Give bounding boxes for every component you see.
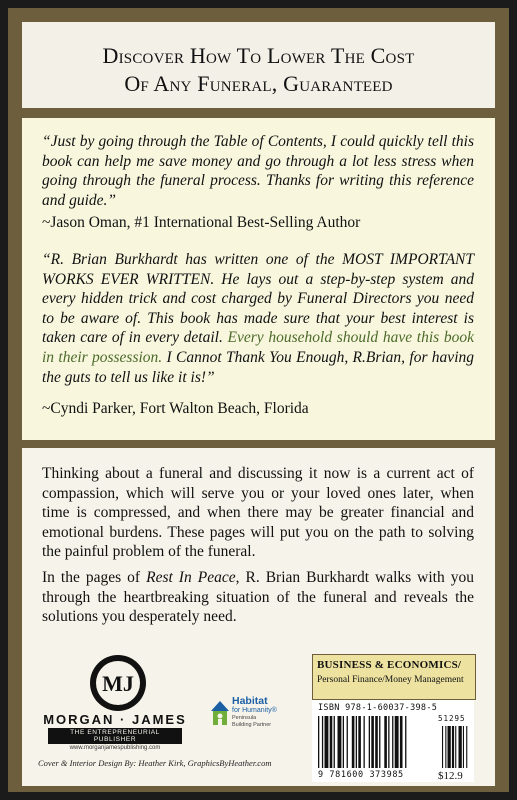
testimonial-attribution-1: ~Jason Oman, #1 International Best-Selling Author: [42, 214, 361, 231]
quote-2-part-1: “R. Brian Burkhardt has written one of the MOST IMPORTANT WORKS EVER WRITTEN. He lays out a step-by-step system and every hidden trick and cost charged by Funeral Directors you need to be aware of. This book has made sure that your best interest is taken care of in every detail.: [42, 251, 474, 347]
monogram-text: MJ: [102, 671, 134, 696]
isbn-label: ISBN 978-1-60037-398-5: [318, 703, 438, 713]
description-paragraph-1: Thinking about a funeral and discussing it now is a current act of compassion, which will serve you or your loved ones later, when time is compressed, and when there may be greater financial and emotional burdens. These pages will put you on the path to solving the painful problem of the funeral.: [42, 465, 474, 561]
quote-2-part-2: I Cannot Thank You Enough, R.Brian, for having the guts to tell us like it is!”: [42, 348, 474, 386]
category-box: [312, 654, 476, 700]
paragraph-2-end: , R. Brian Burkhardt walks with you through the heartbreaking situation of the funeral and reveals the solutions you desperately need.: [42, 569, 474, 626]
barcode-digits: 9 781600 373985: [318, 770, 404, 780]
publisher-url: www.morganjamespublishing.com: [69, 745, 161, 751]
category-main: BUSINESS & ECONOMICS/: [317, 659, 462, 671]
title-band: [22, 22, 495, 108]
category-sub: Personal Finance/Money Management: [317, 675, 464, 685]
habitat-logo: [232, 697, 292, 728]
price-label: $12.9: [438, 770, 463, 782]
publisher-tagline: THE ENTREPRENEURIAL PUBLISHER: [48, 728, 182, 744]
publisher-name: MORGAN · JAMES: [43, 712, 187, 727]
design-credit: Cover & Interior Design By: Heather Kirk, GraphicsByHeather.com: [38, 758, 272, 768]
barcode-addon-digits: 51295: [438, 714, 466, 723]
testimonial-quote-2: [42, 250, 474, 387]
title-line-2: Of Any Funeral, Guaranteed: [124, 71, 393, 96]
quote-2-highlight: Every household should have this book in their possession.: [42, 329, 474, 366]
habitat-subname: for Humanity®: [232, 707, 277, 714]
book-title-reference: Rest In Peace: [146, 569, 236, 586]
publisher-block: [40, 712, 190, 751]
habitat-region: Peninsula: [232, 715, 257, 721]
description-paragraph-2: [42, 568, 474, 627]
title-line-1: Discover How To Lower The Cost: [102, 43, 415, 68]
habitat-name: Habitat: [232, 695, 268, 707]
barcode-box: [312, 700, 474, 782]
habitat-partner: Building Partner: [232, 721, 272, 728]
testimonial-attribution-2: ~Cyndi Parker, Fort Walton Beach, Florida: [42, 400, 309, 417]
book-title: [22, 42, 495, 98]
testimonial-quote-1: “Just by going through the Table of Contents, I could quickly tell this book can help me save money and go through a lot less stress when going through the funeral process. Thanks for writing this reference and guide.”: [42, 133, 474, 209]
morgan-james-monogram-icon: [88, 653, 148, 713]
paragraph-2-start: In the pages of: [42, 569, 141, 586]
barcode-icon: [318, 716, 470, 770]
